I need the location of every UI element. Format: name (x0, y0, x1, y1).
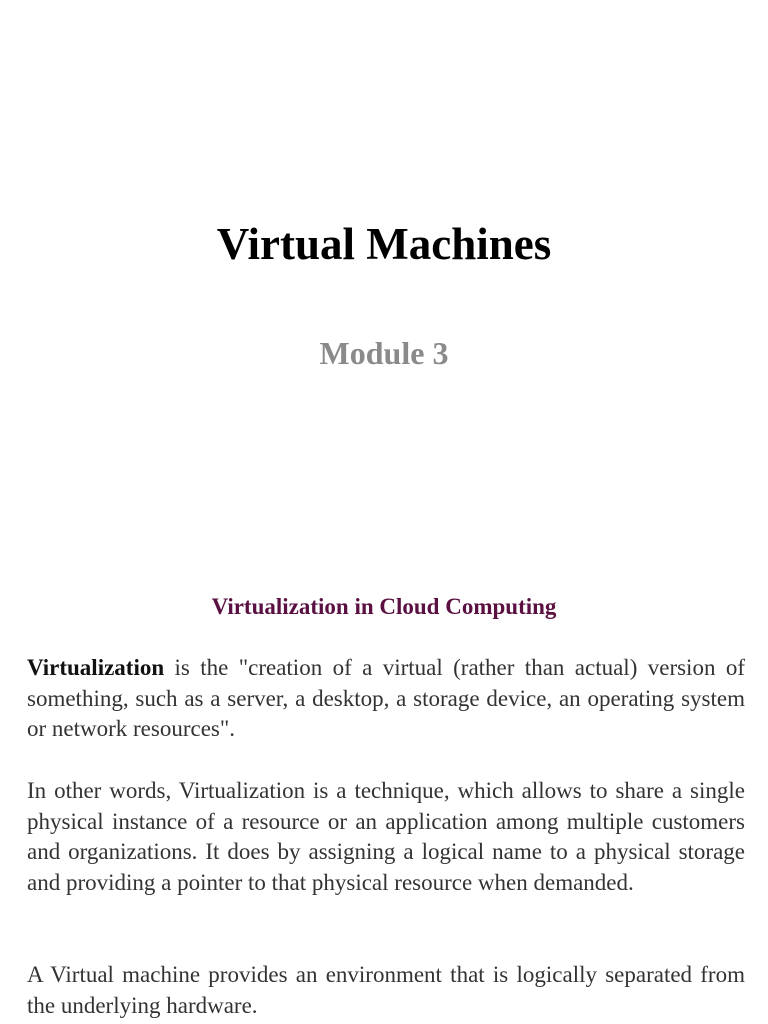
paragraph-virtual-machine: A Virtual machine provides an environment that is logically separated from the underlying hardware. (27, 962, 745, 1018)
paragraph-definition (27, 653, 745, 745)
page-title: Virtual Machines (216, 219, 552, 269)
page-subtitle: Module 3 (319, 335, 449, 371)
paragraph-explanation: In other words, Virtualization is a technique, which allows to share a single physical instance of a resource or an application among multiple customers and organizations. It does by assigning a logical name to a physical storage and providing a pointer to that physical resource when demanded. (27, 778, 745, 895)
paragraph-definition-text: is the "creation of a virtual (rather than actual) version of something, such as a server, a desktop, a storage device, an operating system or network resources". (27, 655, 745, 742)
section-heading: Virtualization in Cloud Computing (211, 594, 557, 619)
bold-term: Virtualization (27, 655, 165, 680)
